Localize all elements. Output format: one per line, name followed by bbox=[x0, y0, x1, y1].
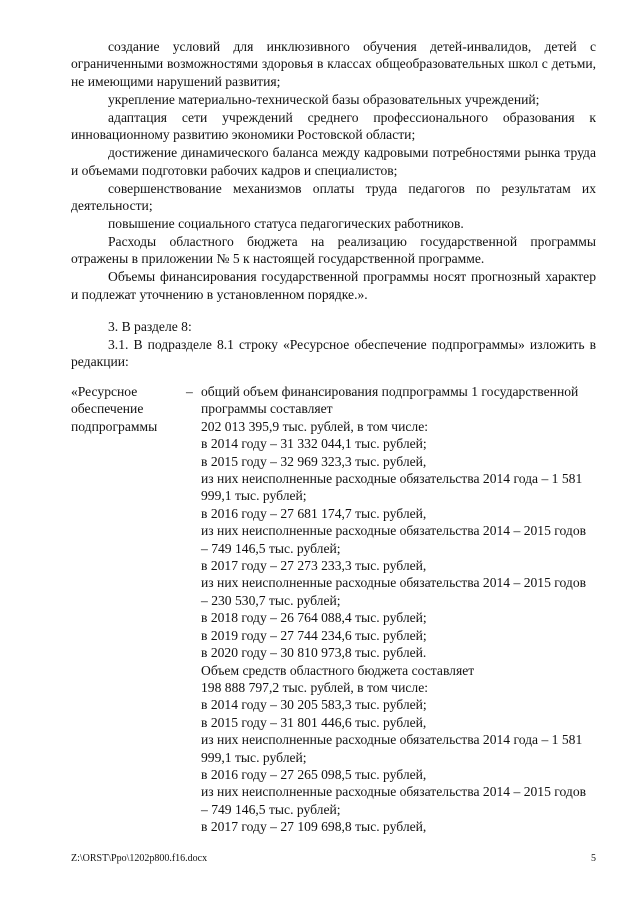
paragraph: совершенствование механизмов оплаты труда педагогов по результатам их деятельности; bbox=[71, 180, 596, 214]
value-line: в 2017 году – 27 109 698,8 тыс. рублей, bbox=[201, 819, 427, 835]
paragraph: адаптация сети учреждений среднего профессионального образования к инновационному развитию экономики Ростовской области; bbox=[71, 109, 596, 143]
paragraph: создание условий для инклюзивного обучения детей-инвалидов, детей с ограниченными возможностями здоровья в классах общеобразовательных школ с детьми, не имеющими нарушений развития; bbox=[71, 39, 596, 89]
value-line: в 2020 году – 30 810 973,8 тыс. рублей. bbox=[201, 645, 427, 661]
section-heading: 3. В разделе 8: bbox=[108, 318, 192, 334]
value-line: в 2014 году – 30 205 583,3 тыс. рублей; bbox=[201, 697, 427, 713]
value-line: в 2018 году – 26 764 088,4 тыс. рублей; bbox=[201, 610, 427, 626]
value-line: в 2016 году – 27 681 174,7 тыс. рублей, bbox=[201, 505, 427, 521]
paragraph: достижение динамического баланса между кадровыми потребностями рынка труда и объемами подготовки рабочих кадров и специалистов; bbox=[71, 145, 596, 178]
value-line: из них неисполненные расходные обязательства 2014 – 2015 годов – 230 530,7 тыс. рублей; bbox=[201, 575, 587, 608]
label-line: «Ресурсное bbox=[71, 384, 138, 399]
resource-value bbox=[201, 383, 596, 836]
resource-label bbox=[71, 383, 191, 435]
intro-text bbox=[71, 38, 596, 371]
value-line: общий объем финансирования подпрограммы 1 государственной программы составляет bbox=[201, 384, 579, 417]
value-line: 198 888 797,2 тыс. рублей, в том числе: bbox=[201, 679, 429, 695]
paragraph: повышение социального статуса педагогических работников. bbox=[108, 216, 464, 232]
page-number: 5 bbox=[591, 853, 596, 864]
value-line: из них неисполненные расходные обязательства 2014 – 2015 годов – 749 146,5 тыс. рублей; bbox=[201, 784, 587, 817]
label-line: обеспечение bbox=[71, 401, 144, 417]
value-line: 202 013 395,9 тыс. рублей, в том числе: bbox=[201, 418, 429, 434]
value-line: Объем средств областного бюджета составляет bbox=[201, 662, 475, 678]
value-line: в 2017 году – 27 273 233,3 тыс. рублей, bbox=[201, 558, 427, 574]
value-line: из них неисполненные расходные обязательства 2014 года – 1 581 999,1 тыс. рублей; bbox=[201, 471, 583, 504]
dash: – bbox=[186, 384, 193, 399]
value-line: из них неисполненные расходные обязательства 2014 года – 1 581 999,1 тыс. рублей; bbox=[201, 732, 583, 765]
value-line: в 2015 году – 32 969 323,3 тыс. рублей, bbox=[201, 453, 427, 469]
value-line: в 2015 году – 31 801 446,6 тыс. рублей, bbox=[201, 714, 427, 730]
value-line: в 2019 году – 27 744 234,6 тыс. рублей; bbox=[201, 627, 427, 643]
subsection-text: 3.1. В подразделе 8.1 строку «Ресурсное обеспечение подпрограммы» изложить в редакции: bbox=[71, 336, 596, 370]
paragraph: укрепление материально-технической базы образовательных учреждений; bbox=[108, 91, 540, 107]
paragraph: Объемы финансирования государственной программы носят прогнозный характер и подлежат уточнению в установленном порядке.». bbox=[71, 269, 596, 302]
value-line: в 2014 году – 31 332 044,1 тыс. рублей; bbox=[201, 436, 427, 452]
paragraph: Расходы областного бюджета на реализацию государственной программы отражены в приложении № 5 к настоящей государственной программе. bbox=[71, 234, 596, 267]
value-line: в 2016 году – 27 265 098,5 тыс. рублей, bbox=[201, 766, 427, 782]
value-line: из них неисполненные расходные обязательства 2014 – 2015 годов – 749 146,5 тыс. рублей; bbox=[201, 523, 587, 556]
file-path: Z:\ORST\Ppo\1202p800.f16.docx bbox=[71, 853, 208, 864]
label-line: подпрограммы bbox=[71, 418, 158, 434]
